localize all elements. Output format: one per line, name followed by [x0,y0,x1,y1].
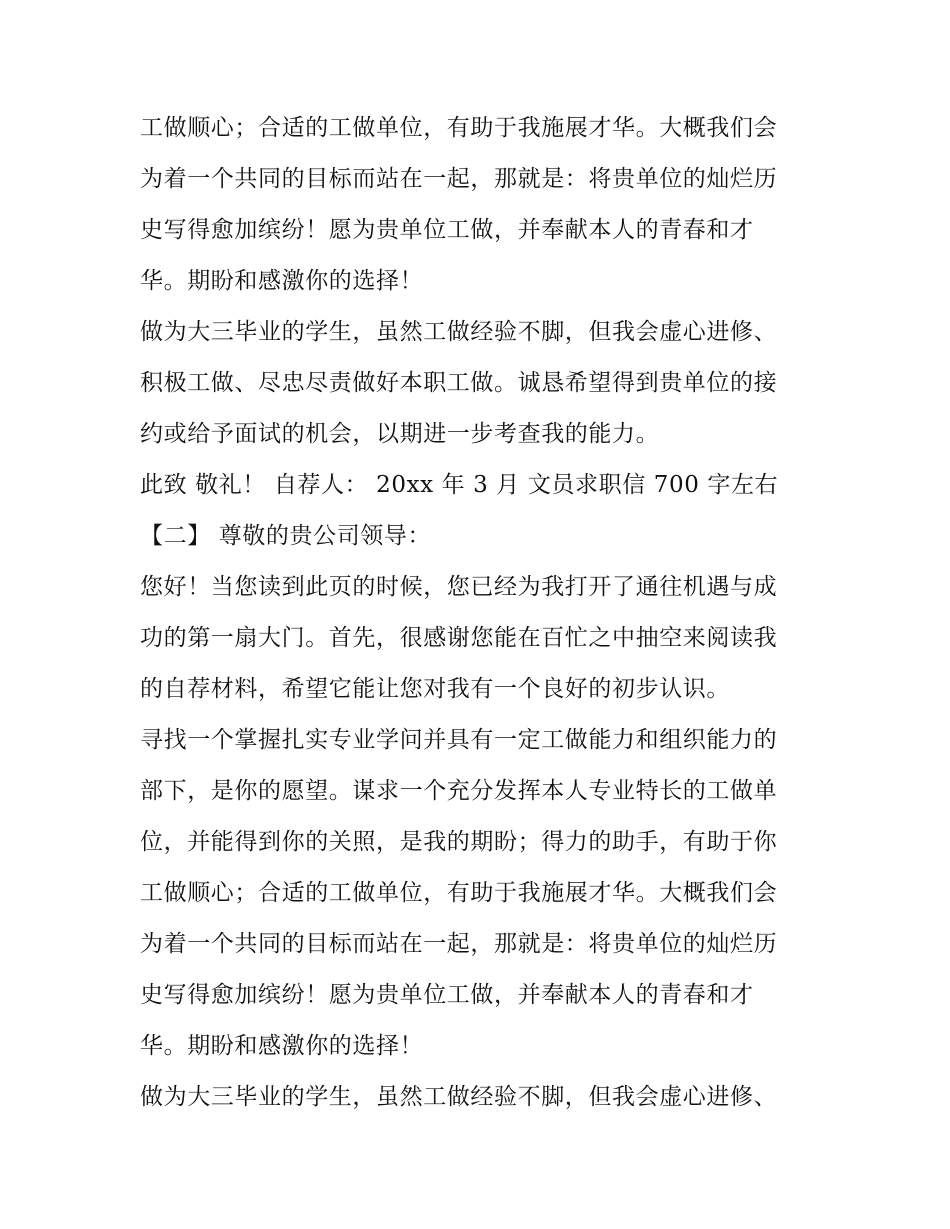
text-line: 约或给予面试的机会，以期进一步考查我的能力。 [140,421,660,447]
text-line: 部下，是你的愿望。谋求一个充分发挥本人专业特长的工做单 [140,778,778,804]
text-line: 工做顺心；合适的工做单位，有助于我施展才华。大概我们会 [140,880,778,906]
text-line: 为着一个共同的目标而站在一起，那就是：将贵单位的灿烂历 [140,931,778,957]
signature-line: 此致 敬礼！ 自荐人： 20xx 年 3 月 文员求职信 700 字左右 [140,472,779,498]
text-line: 的自荐材料，希望它能让您对我有一个良好的初步认识。 [140,676,730,702]
text-line: 为着一个共同的目标而站在一起，那就是：将贵单位的灿烂历 [140,166,778,192]
text-line: 做为大三毕业的学生，虽然工做经验不脚，但我会虚心进修、 [140,1084,778,1110]
text-line: 华。期盼和感激你的选择！ [140,1033,424,1059]
text-line: 做为大三毕业的学生，虽然工做经验不脚，但我会虚心进修、 [140,319,778,345]
document-body [140,103,820,1123]
text-line: 您好！当您读到此页的时候，您已经为我打开了通往机遇与成 [140,574,778,600]
text-line: 寻找一个掌握扎实专业学问并具有一定工做能力和组织能力的 [140,727,778,753]
text-line: 位，并能得到你的关照，是我的期盼；得力的助手，有助于你 [140,829,778,855]
text-line: 功的第一扇大门。首先，很感谢您能在百忙之中抽空来阅读我 [140,625,778,651]
text-line: 华。期盼和感激你的选择！ [140,268,424,294]
text-line: 史写得愈加缤纷！愿为贵单位工做，并奉献本人的青春和才 [140,982,754,1008]
text-line: 工做顺心；合适的工做单位，有助于我施展才华。大概我们会 [140,115,778,141]
text-line: 积极工做、尽忠尽责做好本职工做。诚恳希望得到贵单位的接 [140,370,778,396]
text-line: 史写得愈加缤纷！愿为贵单位工做，并奉献本人的青春和才 [140,217,754,243]
section-heading: 【二】 尊敬的贵公司领导： [140,523,432,549]
